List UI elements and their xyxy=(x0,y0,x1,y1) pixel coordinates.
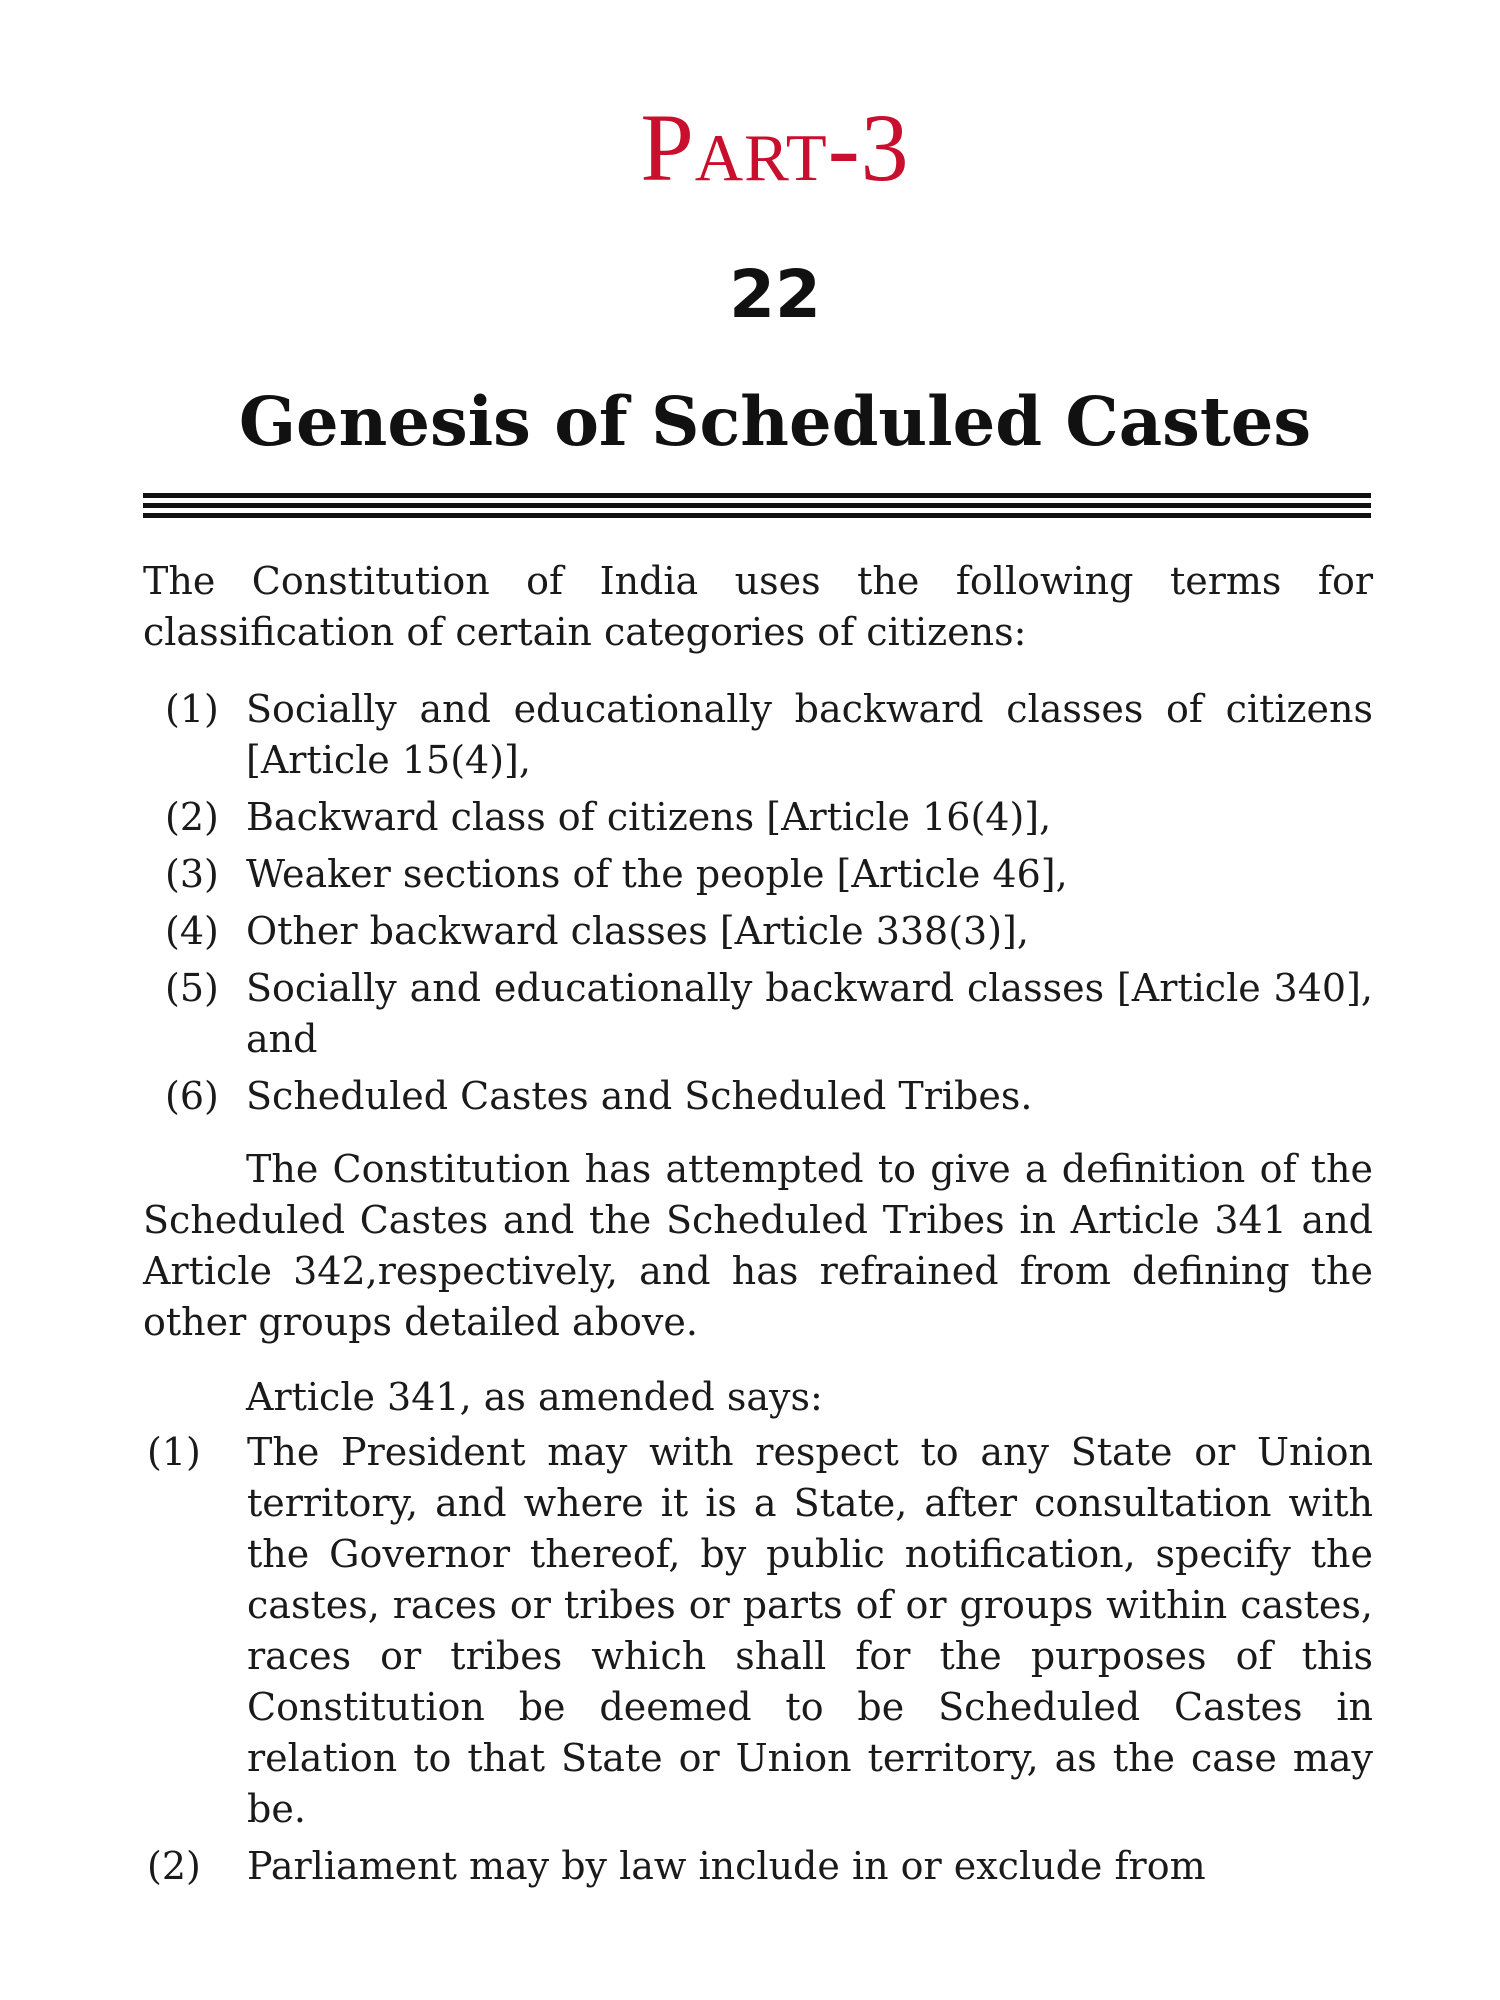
list-item-text: Socially and educationally backward classes [Article 340], and xyxy=(246,966,1373,1061)
list-item-number: (3) xyxy=(165,852,219,896)
clause-text: Parliament may by law include in or exclude from xyxy=(247,1844,1206,1888)
clause-number: (1) xyxy=(147,1430,201,1474)
list-item xyxy=(143,684,1373,786)
title-rule-top xyxy=(143,493,1371,498)
part-heading: Part-3 xyxy=(640,94,910,201)
title-rule-middle xyxy=(143,503,1371,508)
list-item-text: Scheduled Castes and Scheduled Tribes. xyxy=(246,1074,1033,1118)
clause-text: The President may with respect to any State or Union territory, and where it is a State, after consultation with the Governor thereof, by public notification, specify the castes, races or tribes or parts of or groups within castes, races or tribes which shall for the purposes of this Constitution be deemed to be Scheduled Castes in relation to that State or Union territory, as the case may be. xyxy=(247,1430,1373,1831)
list-item-number: (2) xyxy=(165,795,219,839)
title-rule-bottom xyxy=(143,513,1371,518)
list-item xyxy=(143,849,1373,900)
chapter-title: Genesis of Scheduled Castes xyxy=(238,382,1312,461)
article-intro: Article 341, as amended says: xyxy=(246,1375,823,1419)
intro-paragraph: The Constitution of India uses the following terms for classification of certain categories of citizens: xyxy=(143,559,1373,654)
list-item-text: Socially and educationally backward classes of citizens [Article 15(4)], xyxy=(246,687,1373,782)
definition-paragraph: The Constitution has attempted to give a definition of the Scheduled Castes and the Scheduled Tribes in Article 341 and Article 342,respectively, and has refrained from defining the other groups detailed above. xyxy=(143,1147,1373,1344)
list-item-text: Other backward classes [Article 338(3)], xyxy=(246,909,1029,953)
list-item-number: (4) xyxy=(165,909,219,953)
list-item xyxy=(143,906,1373,957)
list-item xyxy=(143,792,1373,843)
article-341-clauses xyxy=(143,1427,1373,1898)
list-item-number: (6) xyxy=(165,1074,219,1118)
chapter-number: 22 xyxy=(729,256,821,333)
list-item-text: Backward class of citizens [Article 16(4)], xyxy=(246,795,1052,839)
list-item-text: Weaker sections of the people [Article 46], xyxy=(246,852,1068,896)
list-item-number: (1) xyxy=(165,687,219,731)
list-item xyxy=(143,963,1373,1065)
list-item xyxy=(143,1841,1373,1892)
terms-list xyxy=(143,684,1373,1128)
list-item xyxy=(143,1071,1373,1122)
list-item xyxy=(143,1427,1373,1835)
list-item-number: (5) xyxy=(165,966,219,1010)
clause-number: (2) xyxy=(147,1844,201,1888)
